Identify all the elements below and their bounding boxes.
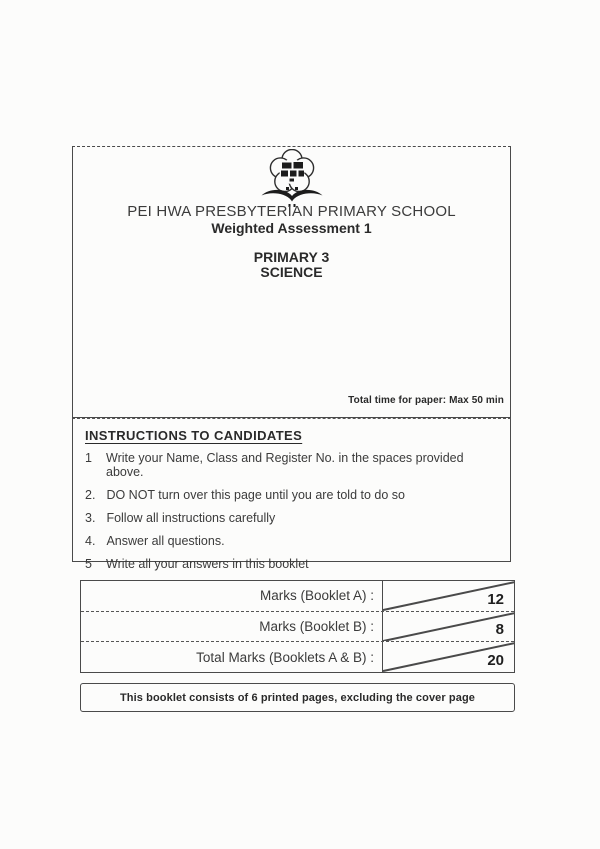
score-diagonal-line [383,612,514,642]
instruction-text: Write all your answers in this booklet [106,556,309,571]
school-name: PEI HWA PRESBYTERIAN PRIMARY SCHOOL [127,203,456,220]
instructions-heading: INSTRUCTIONS TO CANDIDATES [85,428,303,443]
instruction-text: Write your Name, Class and Register No. in the spaces provided above. [106,451,464,479]
marks-max-value: 20 [487,652,504,670]
marks-label: Marks (Booklet A) : [259,588,374,604]
marks-row-booklet-b [81,611,514,642]
instruction-item [85,535,502,549]
booklet-note-box [80,683,515,712]
instruction-text: DO NOT turn over this page until you are told to do so [106,487,405,502]
marks-label: Total Marks (Booklets A & B) : [196,649,374,665]
instruction-text: Follow all instructions carefully [106,510,276,525]
instruction-item [85,452,502,479]
marks-label: Marks (Booklet B) : [259,619,374,634]
title-box [72,146,511,418]
subject-label: SCIENCE [260,264,323,280]
instructions-box [72,418,511,571]
instruction-number: 1 [85,451,92,465]
marks-row-booklet-a [81,581,514,611]
instruction-number: 2. [85,487,96,502]
instruction-number: 5 [85,556,92,571]
marks-row-total [81,641,514,672]
level-label: PRIMARY 3 [253,249,330,265]
booklet-note-text: This booklet consists of 6 printed pages, excluding the cover page [119,691,475,704]
plum-blossom-book-icon [260,149,324,211]
instructions-list [85,452,502,581]
marks-score-cell [382,642,514,672]
marks-table [80,580,515,673]
instruction-text: Answer all questions. [106,533,225,548]
instruction-item [85,558,502,572]
marks-max-value: 12 [487,590,504,608]
instruction-item [85,489,502,503]
instruction-item [85,512,502,526]
school-crest-logo [260,149,324,211]
marks-score-cell [382,581,514,611]
marks-score-cell [382,612,514,642]
assessment-title: Weighted Assessment 1 [211,220,372,236]
total-time-note: Total time for paper: Max 50 min [348,395,504,406]
instruction-number: 4. [85,533,96,548]
instruction-number: 3. [85,510,96,525]
marks-max-value: 8 [495,621,504,639]
